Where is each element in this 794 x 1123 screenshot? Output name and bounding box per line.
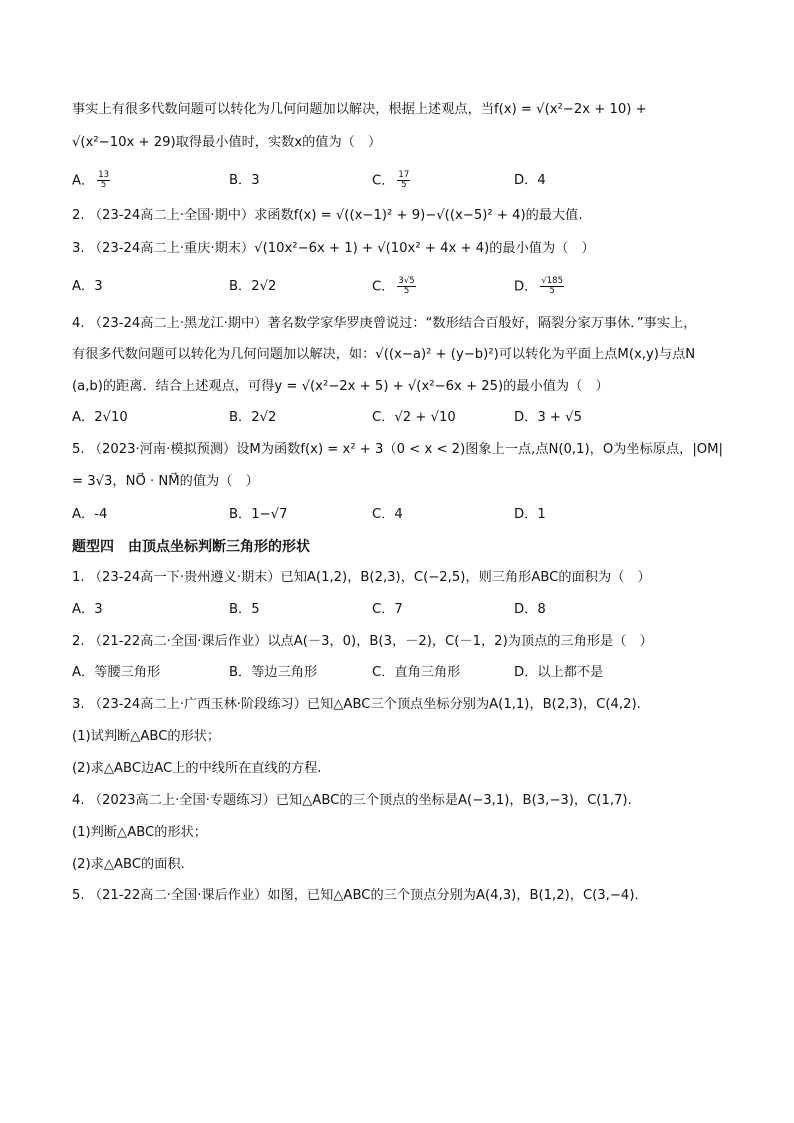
option-c: C．√2 + √10 xyxy=(372,410,456,425)
fraction: $\frac{17}{5}$ xyxy=(398,170,410,190)
intro-options xyxy=(72,171,732,191)
section-4-question-3-part-1: (1)试判断△ABC的形状； xyxy=(72,729,221,744)
option-a: A．-4 xyxy=(72,507,108,522)
section-4-question-4-part-2: (2)求△ABC的面积. xyxy=(72,857,185,872)
intro-line-1: 事实上有很多代数问题可以转化为几何问题加以解决，根据上述观点，当f(x) = √(x²−2x + 10) + xyxy=(72,102,647,117)
option-b: B．3 xyxy=(229,173,260,188)
s4q1-options xyxy=(72,600,732,620)
option-a: A．3 xyxy=(72,279,103,294)
s4q2-options xyxy=(72,663,732,683)
question-2: 2. （23-24高二上·全国·期中）求函数f(x) = √((x−1)² + 9)−√((x−5)² + 4)的最大值. xyxy=(72,208,583,223)
section-4-question-3: 3. （23-24高二上·广西玉林·阶段练习）已知△ABC三个顶点坐标分别为A(1,1)，B(2,3)，C(4,2). xyxy=(72,697,641,712)
option-d: D．以上都不是 xyxy=(514,665,604,680)
fraction: $\frac{13}{5}$ xyxy=(98,170,110,190)
question-4-line-2: 有很多代数问题可以转化为几何问题加以解决，如：√((x−a)² + (y−b)²)可以转化为平面上点M(x,y)与点N xyxy=(72,347,696,362)
section-4-question-4-part-1: (1)判断△ABC的形状； xyxy=(72,825,207,840)
option-a: A． $\frac{13}{5}$ xyxy=(72,170,110,190)
option-d: D． $\frac{√185}{5}$ xyxy=(514,276,563,296)
option-c: C．7 xyxy=(372,602,403,617)
fraction: $\frac{√185}{5}$ xyxy=(541,276,563,296)
intro-line-2: √(x²−10x + 29)取得最小值时，实数x的值为（ ） xyxy=(72,135,382,150)
section-4-question-1: 1. （23-24高一下·贵州遵义·期末）已知A(1,2)，B(2,3)，C(−2,5)，则三角形ABC的面积为（ ） xyxy=(72,570,651,585)
option-d: D．4 xyxy=(514,173,546,188)
option-a: A．3 xyxy=(72,602,103,617)
q4-options xyxy=(72,408,732,428)
option-b: B．5 xyxy=(229,602,260,617)
option-d: D．8 xyxy=(514,602,546,617)
question-3: 3. （23-24高二上·重庆·期末）√(10x²−6x + 1) + √(10x² + 4x + 4)的最小值为（ ） xyxy=(72,241,595,256)
question-5-line-2: = 3√3，NO⃗ · NM⃗的值为（ ） xyxy=(72,474,259,489)
question-5-line-1: 5. （2023·河南·模拟预测）设M为函数f(x) = x² + 3（0 < x < 2)图象上一点,点N(0,1)，O为坐标原点，|OM| xyxy=(72,442,723,457)
section-4-question-3-part-2: (2)求△ABC边AC上的中线所在直线的方程. xyxy=(72,761,322,776)
option-a: A．等腰三角形 xyxy=(72,665,161,680)
question-4-line-3: (a,b)的距离．结合上述观点，可得y = √(x²−2x + 5) + √(x²−6x + 25)的最小值为（ ） xyxy=(72,379,609,394)
option-b: B．等边三角形 xyxy=(229,665,318,680)
option-b: B．1−√7 xyxy=(229,507,288,522)
q5-options xyxy=(72,505,732,525)
section-heading: 题型四 由顶点坐标判断三角形的形状 xyxy=(72,539,310,555)
fraction: $\frac{3√5}{5}$ xyxy=(398,276,415,296)
option-c: C． $\frac{3√5}{5}$ xyxy=(372,276,415,296)
q3-options xyxy=(72,277,732,297)
option-c: C．直角三角形 xyxy=(372,665,461,680)
option-a: A．2√10 xyxy=(72,410,128,425)
option-b: B．2√2 xyxy=(229,410,277,425)
option-c: C．4 xyxy=(372,507,403,522)
section-4-question-5: 5. （21-22高二·全国·课后作业）如图，已知△ABC的三个顶点分别为A(4,3)，B(1,2)，C(3,−4)． xyxy=(72,888,648,903)
question-4-line-1: 4. （23-24高二上·黑龙江·期中）著名数学家华罗庚曾说过：“数形结合百般好，隔裂分家万事休．”事实上， xyxy=(72,316,697,331)
option-c: C． $\frac{17}{5}$ xyxy=(372,170,410,190)
section-4-question-4: 4. （2023高二上·全国·专题练习）已知△ABC的三个顶点的坐标是A(−3,1)，B(3,−3)，C(1,7). xyxy=(72,793,632,808)
option-d: D．1 xyxy=(514,507,546,522)
option-b: B．2√2 xyxy=(229,279,277,294)
option-d: D．3 + √5 xyxy=(514,410,582,425)
section-4-question-2: 2. （21-22高二·全国·课后作业）以点A(－3，0)，B(3，－2)，C(－1，2)为顶点的三角形是（ ） xyxy=(72,634,653,649)
